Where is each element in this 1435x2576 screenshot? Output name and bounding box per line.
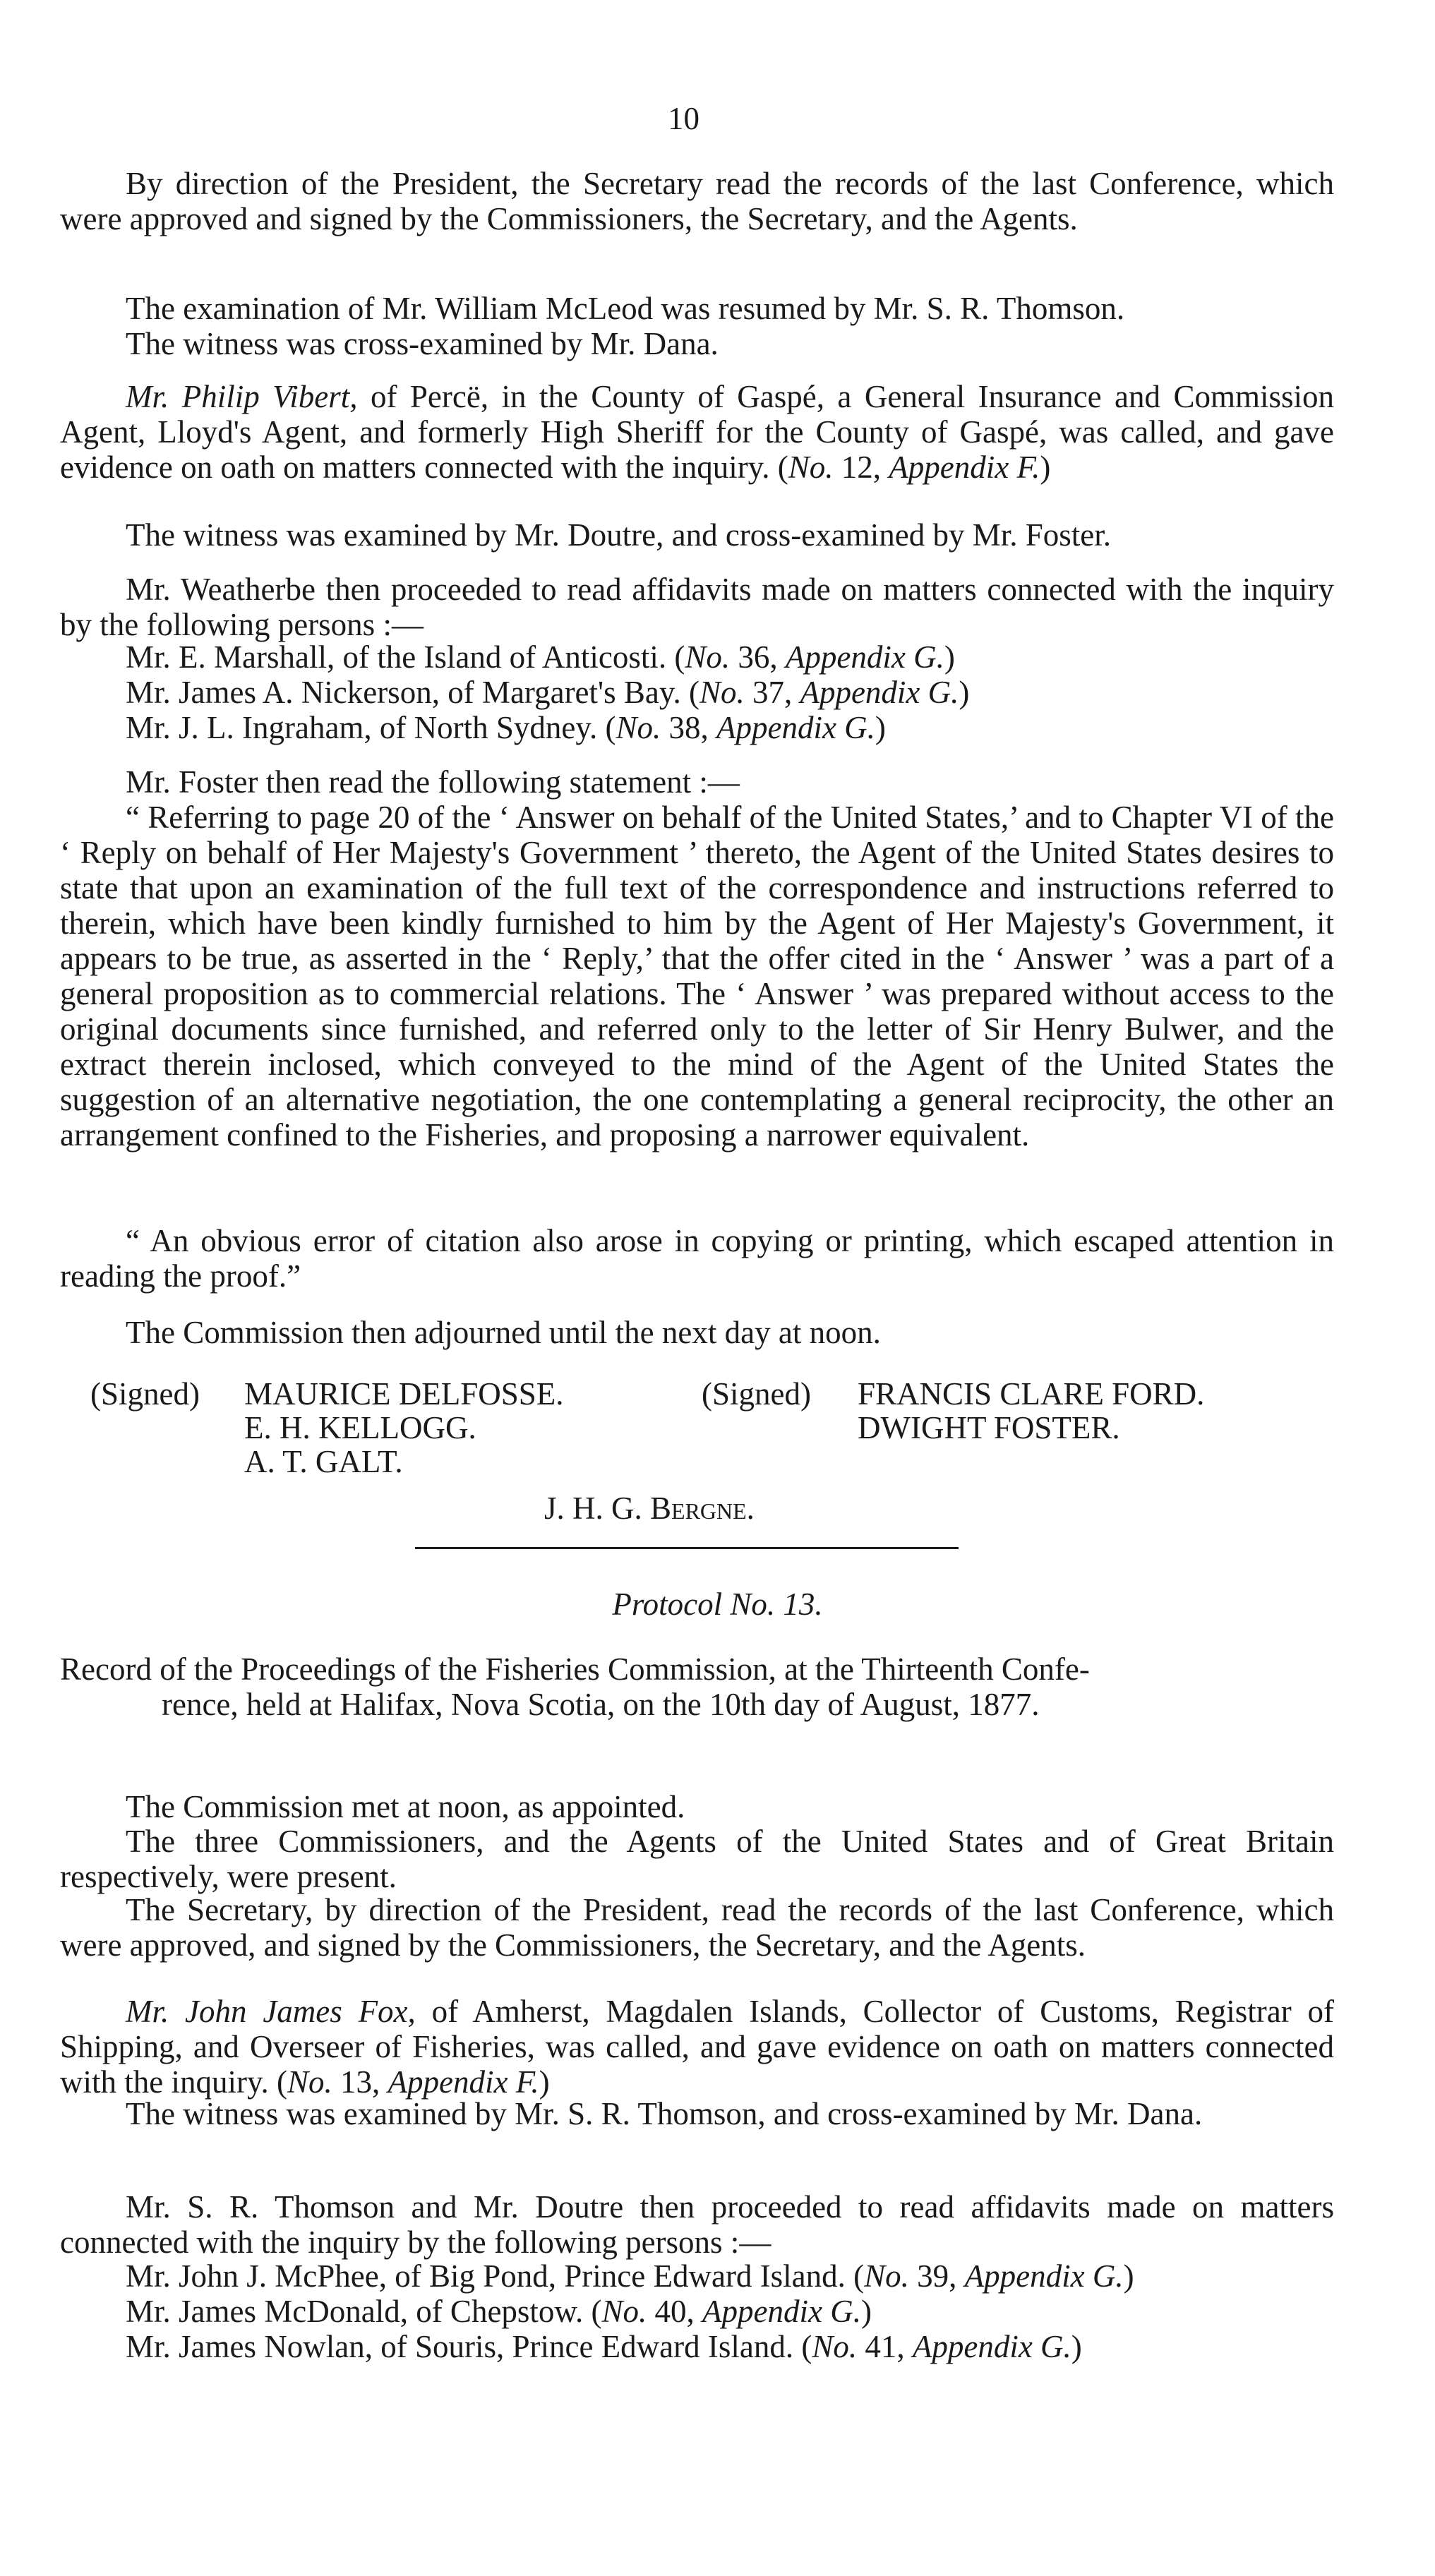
signatory-name: E. H. KELLOGG. xyxy=(244,1410,476,1445)
secretary-signature: J. H. G. Bergne. xyxy=(544,1491,755,1526)
signed-label-left: (Signed) xyxy=(90,1376,200,1412)
list-item: Mr. E. Marshall, of the Island of Anticosti. (No. 36, Appendix G.) xyxy=(126,639,955,675)
protocol-title: Protocol No. 13. xyxy=(612,1587,823,1622)
paragraph-foster-statement-intro: Mr. Foster then read the following statement :— xyxy=(126,764,740,800)
mcleod-resumed-line: The examination of Mr. William McLeod was resumed by Mr. S. R. Thomson. xyxy=(126,291,1125,326)
paragraph-foster-statement: “ Referring to page 20 of the ‘ Answer on behalf of the United States,’ and to Chapter VI of the ‘ Reply on behalf of Her Majesty's Government ’ thereto, the Agent of the United States desires to state that upon an examination of the full text of the correspondence and instructions referred to therein, which have been kindly furnished to him by the Agent of Her Majesty's Government, it appears to be true, as asserted in the ‘ Reply,’ that the offer cited in the ‘ Answer ’ was a part of a general proposition as to commercial relations. The ‘ Answer ’ was prepared without access to the original documents since furnished, and referred only to the letter of Sir Henry Bulwer, and the extract therein inclosed, which conveyed to the mind of the Agent of the United States the suggestion of an alternative negotiation, the one contemplating a general reciprocity, the other an arrangement confined to the Fisheries, and proposing a narrower equivalent. xyxy=(60,800,1334,1152)
paragraph-fox-examined: The witness was examined by Mr. S. R. Thomson, and cross-examined by Mr. Dana. xyxy=(126,2096,1203,2131)
witness-name-vibert: Mr. Philip Vibert, xyxy=(126,379,358,414)
record-heading-line-1: Record of the Proceedings of the Fisheries Commission, at the Thirteenth Confe- xyxy=(60,1651,1090,1687)
paragraph-adjourned: The Commission then adjourned until the next day at noon. xyxy=(126,1315,881,1350)
page-number: 10 xyxy=(668,101,700,136)
list-item: Mr. James Nowlan, of Souris, Prince Edward Island. (No. 41, Appendix G.) xyxy=(126,2329,1082,2364)
paragraph-thomson-affidavits: Mr. S. R. Thomson and Mr. Doutre then proceeded to read affidavits made on matters connected with the inquiry by the following persons :— xyxy=(60,2189,1334,2260)
record-heading xyxy=(60,1651,1334,1722)
paragraph-records-approved: By direction of the President, the Secretary read the records of the last Conference, which were approved and signed by the Commissioners, the Secretary, and the Agents. xyxy=(60,166,1334,236)
paragraph-weatherbe-affidavits: Mr. Weatherbe then proceeded to read affidavits made on matters connected with the inquiry by the following persons :— xyxy=(60,572,1334,642)
list-item: Mr. James McDonald, of Chepstow. (No. 40, Appendix G.) xyxy=(126,2294,872,2329)
record-heading-line-2: rence, held at Halifax, Nova Scotia, on the 10th day of August, 1877. xyxy=(162,1687,1040,1722)
paragraph-records-read: The Secretary, by direction of the President, read the records of the last Conference, which were approved, and signed by the Commissioners, the Secretary, and the Agents. xyxy=(60,1892,1334,1963)
list-item: Mr. J. L. Ingraham, of North Sydney. (No. 38, Appendix G.) xyxy=(126,710,886,745)
signed-label-right: (Signed) xyxy=(702,1376,811,1412)
signatory-name: A. T. GALT. xyxy=(244,1444,403,1479)
affidavit-list-1 xyxy=(126,639,1326,745)
paragraph-error-citation: “ An obvious error of citation also arose in copying or printing, which escaped attention in reading the proof.” xyxy=(60,1223,1334,1294)
section-divider xyxy=(415,1547,959,1549)
list-item: Mr. James A. Nickerson, of Margaret's Bay. (No. 37, Appendix G.) xyxy=(126,675,970,710)
mcleod-cross-line: The witness was cross-examined by Mr. Dana. xyxy=(126,326,719,361)
paragraph-vibert-examined: The witness was examined by Mr. Doutre, and cross-examined by Mr. Foster. xyxy=(126,517,1111,553)
affidavit-list-2 xyxy=(60,2258,1334,2364)
signatory-name: FRANCIS CLARE FORD. xyxy=(858,1376,1205,1412)
paragraph-vibert-evidence: Mr. Philip Vibert, of Percë, in the County of Gaspé, a General Insurance and Commission Agent, Lloyd's Agent, and formerly High Sheriff for the County of Gaspé, was called, and gave evidence on oath on matters connected with the inquiry. (No. 12, Appendix F.) xyxy=(60,379,1334,485)
signatory-name: DWIGHT FOSTER. xyxy=(858,1410,1120,1445)
list-item: Mr. John J. McPhee, of Big Pond, Prince Edward Island. (No. 39, Appendix G.) xyxy=(126,2258,1134,2294)
paragraph-commission-met: The Commission met at noon, as appointed. xyxy=(126,1789,685,1824)
paragraph-mcleod-examination xyxy=(60,291,1323,361)
signatory-name: MAURICE DELFOSSE. xyxy=(244,1376,564,1412)
witness-name-fox: Mr. John James Fox, xyxy=(126,1994,416,2029)
paragraph-present: The three Commissioners, and the Agents of the United States and of Great Britain respectively, were present. xyxy=(60,1824,1334,1894)
paragraph-fox-evidence: Mr. John James Fox, of Amherst, Magdalen Islands, Collector of Customs, Registrar of Shipping, and Overseer of Fisheries, was called, and gave evidence on oath on matters connected with the inquiry. (No. 13, Appendix F.) xyxy=(60,1994,1335,2100)
